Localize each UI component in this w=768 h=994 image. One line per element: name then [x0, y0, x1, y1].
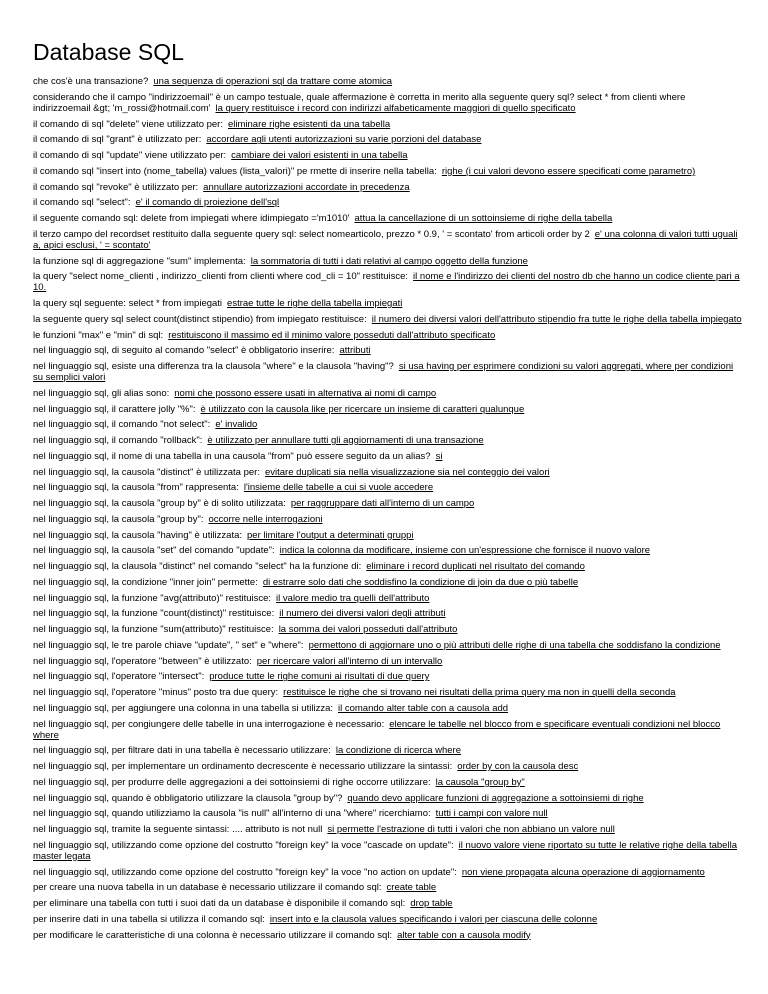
question-text: nel linguaggio sql, utilizzando come opzione del costrutto "foreign key" la voce "cascade on update": — [33, 839, 454, 851]
answer-text: per raggruppare dati all'interno di un campo — [290, 498, 475, 509]
qa-item — [33, 419, 745, 430]
question-text: nel linguaggio sql, tramite la seguente sintassi: .... attributo is not null — [33, 824, 323, 835]
question-text: il comando di sql "grant" è utilizzato per: — [33, 134, 202, 146]
qa-item — [33, 793, 745, 804]
question-text: nel linguaggio sql, quando utilizziamo la causola "is null" all'interno di una "where" ricerchiamo: — [33, 808, 431, 820]
answer-text: la somma dei valori posseduti dall'attributo — [278, 624, 458, 635]
question-text: nel linguaggio sql, utilizzando come opzione del costrutto "foreign key" la voce "no action on update": — [33, 866, 457, 878]
qa-item — [33, 92, 745, 114]
question-text: nel linguaggio sql, il comando "rollback": — [33, 435, 203, 446]
question-text: che cos'è una transazione? — [33, 76, 149, 87]
qa-item — [33, 761, 745, 772]
qa-item — [33, 330, 745, 341]
question-text: nel linguaggio sql, l'operatore "between" è utilizzato: — [33, 655, 252, 667]
answer-text: il nuovo valore viene riportato su tutte le relative righe della tabella master legata — [33, 839, 737, 862]
qa-item — [33, 298, 745, 309]
answer-text: annullare autorizzazioni accordate in precedenza — [203, 181, 410, 193]
question-text: il terzo campo del recordset restituito dalla seguente query sql: select nomearticolo, prezzo * 0.9, ' = scontato' from articoli order by 2 — [33, 228, 590, 240]
question-text: nel linguaggio sql, quando è obbligatorio utilizzare la clausola "group by"? — [33, 792, 343, 804]
question-text: nel linguaggio sql, la causola "group by" è di solito utilizzata: — [33, 498, 286, 509]
question-text: nel linguaggio sql, la causola "from" rappresenta: — [33, 482, 239, 494]
question-text: nel linguaggio sql, gli alias sono: — [33, 387, 170, 399]
qa-item — [33, 777, 745, 788]
document-page — [33, 38, 745, 945]
answer-text: la query restituisce i record con indirizzi alfabeticamente maggiori di quello specificato — [215, 102, 576, 114]
qa-item — [33, 388, 745, 399]
answer-text: create table — [386, 882, 437, 894]
question-text: nel linguaggio sql, la condizione "inner join" permette: — [33, 576, 258, 588]
qa-item — [33, 256, 745, 267]
answer-text: nomi che possono essere usati in alternativa ai nomi di campo — [174, 387, 437, 399]
qa-item — [33, 530, 745, 541]
question-text: nel linguaggio sql, per implementare un ordinamento decrescente è necessario utilizzare la sintassi: — [33, 761, 453, 772]
question-text: nel linguaggio sql, le tre parole chiave "update", " set" e "where": — [33, 639, 304, 651]
answer-text: il valore medio tra quelli dell'attributo — [276, 592, 430, 604]
answer-text: l'insieme delle tabelle a cui si vuole accedere — [243, 482, 434, 494]
qa-item — [33, 656, 745, 667]
question-text: nel linguaggio sql, l'operatore "minus" posto tra due query: — [33, 687, 279, 698]
answer-text: non viene propagata alcuna operazione di aggiornamento — [461, 866, 705, 878]
qa-item — [33, 435, 745, 446]
qa-item — [33, 914, 745, 925]
question-text: il comando sql "revoke" è utilizzato per: — [33, 181, 199, 193]
qa-item — [33, 840, 745, 862]
answer-text: quando devo applicare funzioni di aggregazione a sottoinsiemi di righe — [347, 792, 644, 804]
answer-text: è utilizzato con la causola like per ricercare un insieme di caratteri qualunque — [200, 403, 525, 415]
answer-text: restituiscono il massimo ed il minimo valore posseduti dall'attributo specificato — [168, 329, 496, 341]
answer-text: il numero dei diversi valori degli attributi — [279, 608, 446, 620]
qa-item — [33, 930, 745, 941]
qa-item — [33, 561, 745, 572]
qa-item — [33, 451, 745, 462]
answer-text: il comando alter table con a causola add — [338, 702, 509, 714]
qa-item — [33, 745, 745, 756]
question-text: il comando sql "insert into (nome_tabella) values (lista_valori)" pe rmette di inserire nella tabella: — [33, 165, 437, 177]
question-text: il comando di sql "delete" viene utilizzato per: — [33, 118, 223, 130]
answer-text: elencare le tabelle nel blocco from e specificare eventuali condizioni nel blocco where — [33, 718, 721, 741]
answer-text: accordare agli utenti autorizzazioni su varie porzioni del database — [206, 134, 482, 146]
question-text: per eliminare una tabella con tutti i suoi dati da un database è disponibile il comando sql: — [33, 898, 406, 909]
question-text: nel linguaggio sql, la funzione "count(distinct)" restituisce: — [33, 608, 275, 620]
question-text: nel linguaggio sql, la clausola "distinct" nel comando "select" ha la funzione di: — [33, 561, 362, 572]
question-text: per inserire dati in una tabella si utilizza il comando sql: — [33, 913, 265, 925]
qa-item — [33, 514, 745, 525]
answer-text: permettono di aggiornare uno o più attributi delle righe di una tabella che soddisfano la condizione — [308, 639, 721, 651]
qa-item — [33, 229, 745, 251]
answer-text: eliminare i record duplicati nel risultato del comando — [366, 561, 585, 572]
question-text: la query sql seguente: select * from impiegati — [33, 298, 223, 309]
question-text: nel linguaggio sql, la causola "having" è utilizzata: — [33, 529, 243, 541]
answer-text: alter table con a causola modify — [397, 929, 531, 941]
answer-text: il numero dei diversi valori dell'attributo stipendio fra tutte le righe della tabella impiegato — [371, 313, 742, 325]
qa-item — [33, 404, 745, 415]
question-text: nel linguaggio sql, il comando "not select": — [33, 419, 211, 431]
answer-text: restituisce le righe che si trovano nei risultati della prima query ma non in quelli della seconda — [283, 687, 676, 698]
question-text: nel linguaggio sql, la funzione "avg(attributo)" restituisce: — [33, 592, 272, 604]
qa-item — [33, 345, 745, 356]
qa-item — [33, 361, 745, 383]
answer-text: cambiare dei valori esistenti in una tabella — [231, 150, 408, 161]
qa-item — [33, 608, 745, 619]
question-text: il comando di sql "update" viene utilizzato per: — [33, 150, 227, 161]
page-title: Database SQL — [33, 39, 184, 65]
answer-text: order by con la causola desc — [457, 761, 579, 772]
answer-text: evitare duplicati sia nella visualizzazione sia nel conteggio dei valori — [264, 466, 550, 478]
answer-text: per ricercare valori all'interno di un intervallo — [256, 655, 443, 667]
answer-text: e' il comando di proiezione dell'sql — [135, 197, 280, 209]
answer-text: la condizione di ricerca where — [335, 745, 461, 757]
qa-item — [33, 867, 745, 878]
question-text: nel linguaggio sql, il nome di una tabella in una causola "from" può essere seguito da un alias? — [33, 450, 431, 462]
qa-list — [33, 76, 745, 941]
answer-text: il nome e l'indirizzo dei clienti del nostro db che hanno un codice cliente pari a 10. — [33, 271, 740, 294]
answer-text: una sequenza di operazioni sql da trattare come atomica — [153, 76, 393, 87]
question-text: le funzioni "max" e "min" di sql: — [33, 329, 164, 341]
question-text: per creare una nuova tabella in un database è necessario utilizzare il comando sql: — [33, 882, 382, 894]
answer-text: eliminare righe esistenti da una tabella — [228, 118, 391, 130]
answer-text: si — [435, 450, 443, 462]
answer-text: indica la colonna da modificare, insieme con un'espressione che fornisce il nuovo valore — [279, 545, 651, 557]
question-text: la funzione sql di aggregazione "sum" implementa: — [33, 255, 246, 267]
answer-text: si permette l'estrazione di tutti i valori che non abbiano un valore null — [327, 824, 615, 835]
qa-item — [33, 271, 745, 293]
qa-item — [33, 624, 745, 635]
question-text: nel linguaggio sql, la causola "distinct" è utilizzata per: — [33, 466, 260, 478]
question-text: il seguente comando sql: delete from impiegati where idimpiegato ='m1010' — [33, 213, 350, 224]
qa-item — [33, 898, 745, 909]
qa-item — [33, 640, 745, 651]
answer-text: tutti i campi con valore null — [435, 808, 548, 820]
answer-text: estrae tutte le righe della tabella impiegati — [227, 298, 403, 309]
answer-text: la causola "group by" — [435, 776, 525, 788]
qa-item — [33, 545, 745, 556]
answer-text: attributi — [339, 345, 371, 357]
qa-item — [33, 213, 745, 224]
qa-item — [33, 577, 745, 588]
answer-text: attua la cancellazione di un sottoinsieme di righe della tabella — [354, 213, 613, 224]
qa-item — [33, 824, 745, 835]
answer-text: la sommatoria di tutti i dati relativi al campo oggetto della funzione — [250, 255, 528, 267]
qa-item — [33, 593, 745, 604]
question-text: nel linguaggio sql, di seguito al comando "select" è obbligatorio inserire: — [33, 345, 335, 357]
question-text: considerando che il campo "indirizzoemail" è un campo testuale, quale affermazione è corretta in merito alla seguente query sql? select * from clienti where indirizzoemail &gt; 'm_rossi@hotmail.com' — [33, 91, 686, 114]
answer-text: produce tutte le righe comuni ai risultati di due query — [209, 671, 430, 683]
question-text: nel linguaggio sql, l'operatore "intersect": — [33, 671, 205, 683]
answer-text: drop table — [410, 898, 453, 909]
qa-item — [33, 76, 745, 87]
qa-item — [33, 182, 745, 193]
question-text: nel linguaggio sql, per filtrare dati in una tabella è necessario utilizzare: — [33, 745, 331, 757]
question-text: nel linguaggio sql, la causola "set" del comando "update": — [33, 545, 275, 557]
qa-item — [33, 882, 745, 893]
question-text: la query "select nome_clienti , indirizzo_clienti from clienti where cod_cli = 10" restituisce: — [33, 271, 409, 283]
question-text: nel linguaggio sql, la causola "group by": — [33, 513, 204, 525]
question-text: la seguente query sql select count(distinct stipendio) from impiegato restituisce: — [33, 313, 367, 325]
qa-item — [33, 482, 745, 493]
qa-item — [33, 119, 745, 130]
question-text: nel linguaggio sql, per aggiungere una colonna in una tabella si utilizza: — [33, 702, 333, 714]
question-text: nel linguaggio sql, esiste una differenza tra la clausola "where" e la clausola "having"? — [33, 361, 394, 372]
question-text: nel linguaggio sql, per congiungere delle tabelle in una interrogazione è necessario: — [33, 718, 385, 730]
qa-item — [33, 197, 745, 208]
qa-item — [33, 703, 745, 714]
qa-item — [33, 134, 745, 145]
qa-item — [33, 166, 745, 177]
question-text: per modificare le caratteristiche di una colonna è necessario utilizzare il comando sql: — [33, 929, 393, 941]
question-text: nel linguaggio sql, per produrre delle aggregazioni a dei sottoinsiemi di righe occorre utilizzare: — [33, 776, 431, 788]
answer-text: e' una colonna di valori tutti uguali a, apici esclusi, ' = scontato' — [33, 228, 738, 251]
answer-text: insert into e la clausola values specificando i valori per ciascuna delle colonne — [269, 913, 598, 925]
qa-item — [33, 808, 745, 819]
question-text: nel linguaggio sql, il carattere jolly "%": — [33, 403, 196, 415]
answer-text: per limitare l'output a determinati gruppi — [247, 529, 414, 541]
answer-text: occorre nelle interrogazioni — [208, 513, 323, 525]
qa-item — [33, 671, 745, 682]
qa-item — [33, 719, 745, 741]
qa-item — [33, 150, 745, 161]
answer-text: è utilizzato per annullare tutti gli aggiornamenti di una transazione — [207, 435, 484, 446]
question-text: nel linguaggio sql, la funzione "sum(attributo)" restituisce: — [33, 624, 274, 635]
qa-item — [33, 467, 745, 478]
qa-item — [33, 314, 745, 325]
qa-item — [33, 498, 745, 509]
question-text: il comando sql "select": — [33, 197, 131, 209]
answer-text: e' invalido — [215, 419, 258, 431]
answer-text: di estrarre solo dati che soddisfino la condizione di join da due o più tabelle — [262, 576, 579, 588]
answer-text: righe (i cui valori devono essere specificati come parametro) — [441, 165, 696, 177]
qa-item — [33, 687, 745, 698]
answer-text: si usa having per esprimere condizioni su valori aggregati, where per condizioni su semplici valori — [33, 361, 734, 383]
